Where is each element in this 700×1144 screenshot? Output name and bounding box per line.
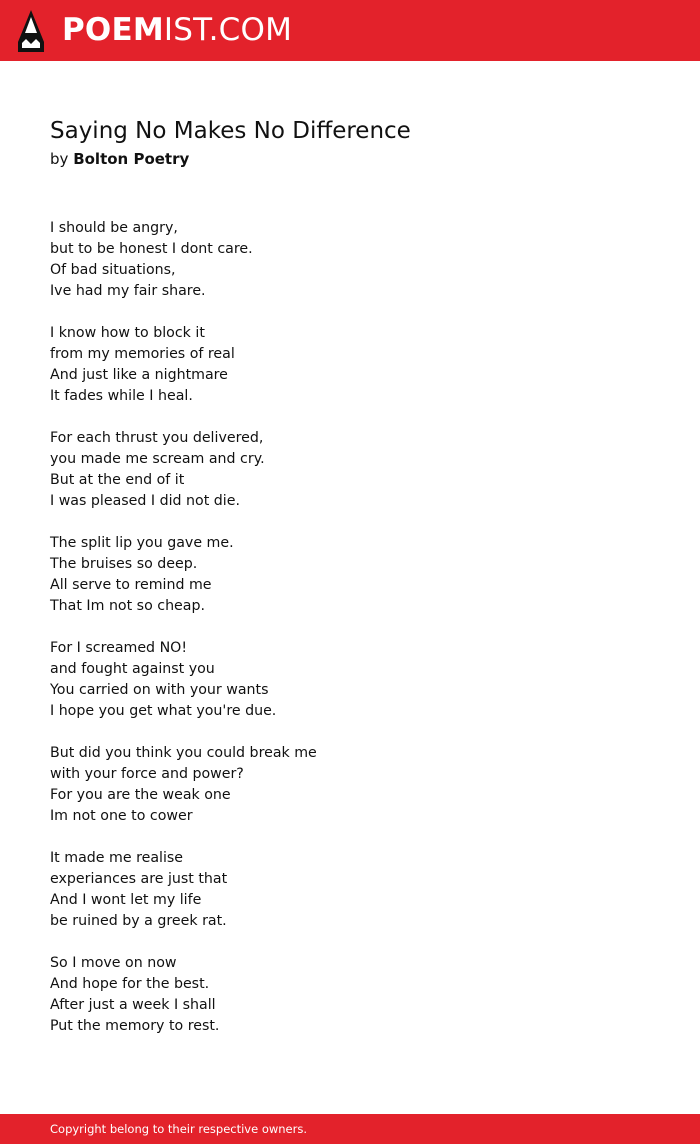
site-header [0,0,700,61]
poem-line: I hope you get what you're due. [50,703,277,719]
poem-body [50,218,650,1058]
poem-line: After just a week I shall [50,997,216,1013]
poem-line: be ruined by a greek rat. [50,913,227,929]
poem-line: So I move on now [50,955,177,971]
poem-line: And hope for the best. [50,976,210,992]
copyright-notice: Copyright belong to their respective owners. [50,1122,308,1136]
logo-bold-text: POEM [62,12,164,48]
poem-line: But did you think you could break me [50,745,317,761]
poem-line: For each thrust you delivered, [50,430,264,446]
poem-line: That Im not so cheap. [50,598,205,614]
poem-stanza [50,428,650,512]
poem-line: It fades while I heal. [50,388,193,404]
poem-line: Ive had my fair share. [50,283,206,299]
poem-stanza [50,743,650,827]
poem-line: You carried on with your wants [50,682,269,698]
poem-line: I should be angry, [50,220,178,236]
byline [50,148,189,170]
poem-line: The bruises so deep. [50,556,198,572]
poem-line: experiances are just that [50,871,228,887]
poem-line: The split lip you gave me. [50,535,234,551]
author-name: Bolton Poetry [73,150,190,168]
poem-stanza [50,323,650,407]
poem-line: Im not one to cower [50,808,193,824]
poem-line: For I screamed NO! [50,640,188,656]
poem-line: And I wont let my life [50,892,202,908]
site-footer [0,1114,700,1144]
poem-line: and fought against you [50,661,215,677]
poem-stanza [50,533,650,617]
poem-line: but to be honest I dont care. [50,241,253,257]
poem-line: I was pleased I did not die. [50,493,240,509]
poem-stanza [50,638,650,722]
poem-stanza [50,848,650,932]
logo-light-text: IST.COM [163,12,293,48]
poem-line: from my memories of real [50,346,235,362]
poem-line: you made me scream and cry. [50,451,265,467]
poem-line: For you are the weak one [50,787,231,803]
poem-line: with your force and power? [50,766,244,782]
site-logo[interactable] [62,11,292,49]
poem-stanza [50,953,650,1037]
poem-line: It made me realise [50,850,184,866]
poem-line: I know how to block it [50,325,205,341]
poem-line: And just like a nightmare [50,367,228,383]
poem-line: But at the end of it [50,472,185,488]
poem-stanza [50,218,650,302]
poem-line: All serve to remind me [50,577,212,593]
poem-line: Put the memory to rest. [50,1018,220,1034]
pencil-logo-icon[interactable] [17,9,45,53]
poem-title: Saying No Makes No Difference [50,118,411,144]
poem-line: Of bad situations, [50,262,176,278]
by-label: by [50,150,69,168]
